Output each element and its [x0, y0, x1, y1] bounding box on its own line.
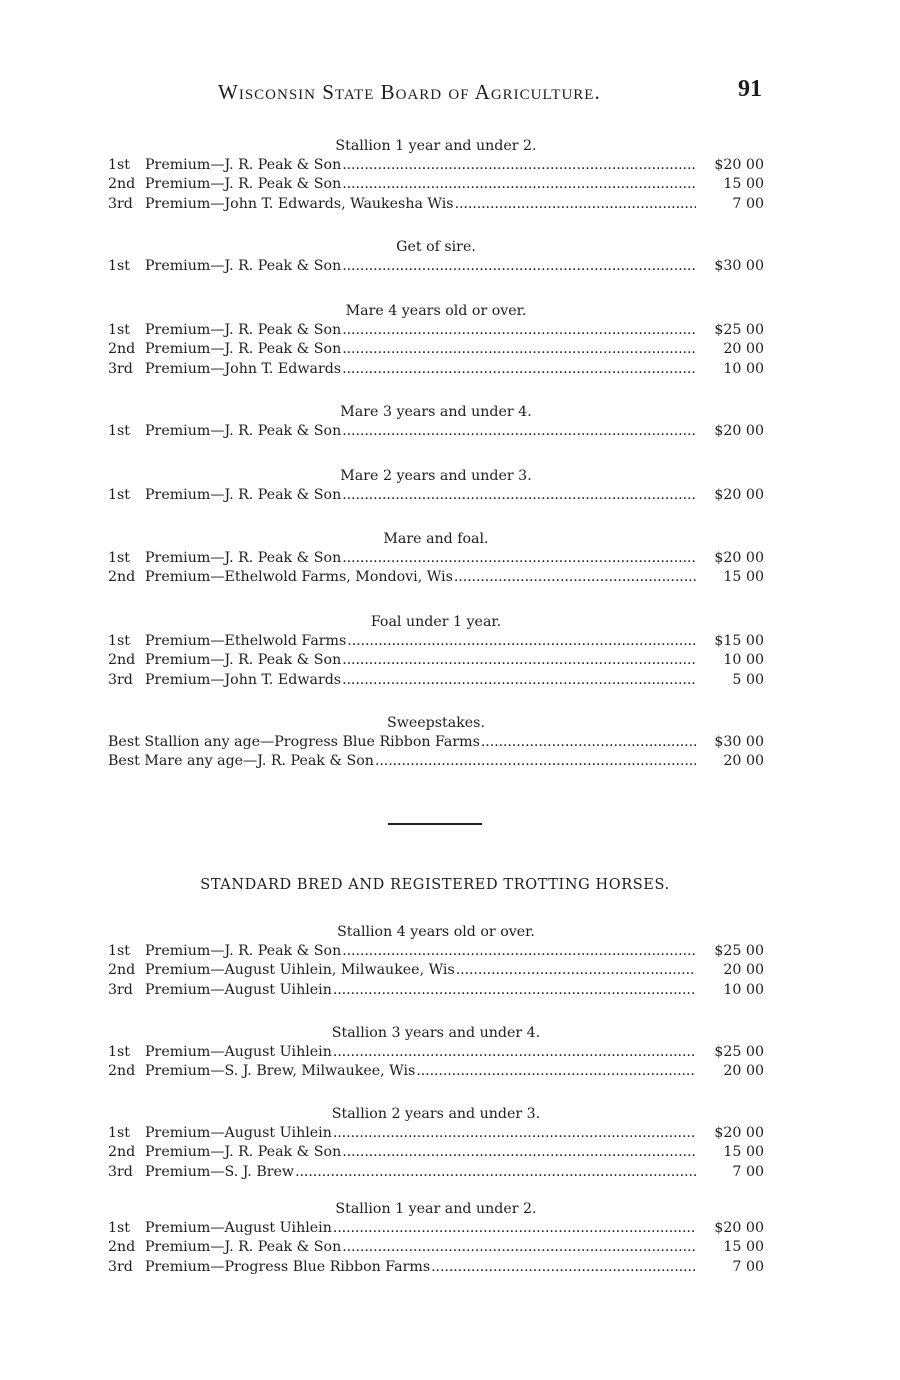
award-amount: 15 00 [723, 176, 764, 193]
award-winner: Premium—J. R. Peak & Son [145, 157, 342, 174]
award-class [108, 302, 764, 379]
award-winner: Premium—August Uihlein [145, 981, 332, 998]
award-place: 2nd [108, 341, 136, 358]
award-row [108, 1163, 764, 1182]
award-place: 2nd [108, 1239, 136, 1256]
award-class [108, 530, 764, 588]
award-amount: $25 00 [714, 322, 764, 339]
award-place: 1st [108, 1220, 131, 1237]
award-row [108, 321, 764, 340]
dot-leader [342, 257, 696, 276]
dot-leader [333, 1124, 696, 1143]
award-amount: 10 00 [723, 360, 764, 377]
award-amount: $20 00 [714, 1125, 764, 1142]
award-amount: $20 00 [714, 550, 764, 567]
dot-leader [333, 1219, 696, 1238]
award-winner: Premium—August Uihlein [145, 1125, 332, 1142]
class-title: Mare 3 years and under 4. [340, 404, 532, 420]
award-class [108, 923, 764, 1000]
running-head: Wisconsin State Board of Agriculture. [218, 80, 601, 104]
award-place: 2nd [108, 569, 136, 586]
award-class [108, 1105, 764, 1182]
award-winner: Premium—J. R. Peak & Son [145, 652, 342, 669]
award-place: 2nd [108, 652, 136, 669]
award-row [108, 486, 764, 505]
dot-leader [342, 321, 696, 340]
award-place: 1st [108, 943, 131, 960]
award-row [108, 632, 764, 651]
award-place: 1st [108, 423, 131, 440]
award-amount: 10 00 [723, 652, 764, 669]
award-winner: Premium—S. J. Brew [145, 1163, 295, 1180]
dot-leader [342, 1238, 696, 1257]
award-place: 1st [108, 1044, 131, 1061]
award-winner: Premium—Ethelwold Farms, Mondovi, Wis [145, 569, 453, 586]
award-amount: $20 00 [714, 487, 764, 504]
award-class [108, 613, 764, 690]
award-winner: Premium—August Uihlein, Milwaukee, Wis [145, 962, 455, 979]
award-row [108, 340, 764, 359]
section-divider-rule [388, 823, 482, 825]
award-winner: Premium—J. R. Peak & Son [145, 423, 342, 440]
class-title: Stallion 2 years and under 3. [331, 1106, 541, 1122]
award-row [108, 1124, 764, 1143]
award-winner: Premium—J. R. Peak & Son [145, 341, 342, 358]
page-number: 91 [738, 76, 762, 102]
award-amount: 15 00 [723, 569, 764, 586]
award-amount: $20 00 [714, 1220, 764, 1237]
award-amount: $20 00 [714, 157, 764, 174]
award-row [108, 981, 764, 1000]
award-place: 2nd [108, 1063, 136, 1080]
award-amount: 5 00 [732, 671, 764, 688]
class-title: Sweepstakes. [387, 715, 485, 731]
award-amount: 7 00 [732, 1163, 764, 1180]
award-place: 1st [108, 1125, 131, 1142]
award-place: 3rd [108, 1163, 133, 1180]
award-place: 1st [108, 157, 131, 174]
dot-leader [431, 1258, 696, 1277]
award-amount: 20 00 [723, 341, 764, 358]
award-row [108, 1238, 764, 1257]
award-winner: Premium—John T. Edwards [145, 360, 342, 377]
award-amount: 7 00 [732, 195, 764, 212]
award-row [108, 360, 764, 379]
dot-leader [342, 549, 696, 568]
award-place: 3rd [108, 981, 133, 998]
award-winner: Premium—August Uihlein [145, 1044, 332, 1061]
award-winner: Premium—August Uihlein [145, 1220, 332, 1237]
award-winner: Premium—John T. Edwards, Waukesha Wis [145, 195, 454, 212]
class-title: Mare 4 years old or over. [345, 303, 527, 319]
award-amount: 15 00 [723, 1239, 764, 1256]
award-class [108, 137, 764, 214]
award-row [108, 961, 764, 980]
award-amount: $15 00 [714, 633, 764, 650]
award-winner: Premium—Progress Blue Ribbon Farms [145, 1258, 431, 1275]
award-amount: $25 00 [714, 943, 764, 960]
award-place: 3rd [108, 360, 133, 377]
award-amount: $25 00 [714, 1044, 764, 1061]
page-header [0, 76, 900, 110]
award-place: 1st [108, 322, 131, 339]
award-winner: Best Stallion any age—Progress Blue Ribbon Farms [108, 734, 480, 751]
award-place: 3rd [108, 195, 133, 212]
dot-leader [481, 733, 696, 752]
award-winner: Premium—J. R. Peak & Son [145, 322, 342, 339]
award-class [108, 1024, 764, 1082]
class-title: Foal under 1 year. [370, 614, 502, 630]
dot-leader [342, 942, 696, 961]
award-winner: Premium—J. R. Peak & Son [145, 943, 342, 960]
class-title: Stallion 4 years old or over. [337, 924, 535, 940]
award-winner: Premium—J. R. Peak & Son [145, 176, 342, 193]
award-place: 3rd [108, 1258, 133, 1275]
award-row [108, 195, 764, 214]
class-title: Mare and foal. [383, 531, 489, 547]
dot-leader [342, 486, 696, 505]
award-winner: Premium—J. R. Peak & Son [145, 1144, 342, 1161]
award-amount: 15 00 [723, 1144, 764, 1161]
award-amount: 20 00 [723, 753, 764, 770]
award-place: 2nd [108, 962, 136, 979]
award-row [108, 1258, 764, 1277]
award-class [108, 467, 764, 505]
dot-leader [454, 568, 696, 587]
dot-leader [416, 1062, 696, 1081]
award-row [108, 1062, 764, 1081]
class-title: Stallion 1 year and under 2. [335, 1201, 537, 1217]
award-row [108, 257, 764, 276]
award-row [108, 1219, 764, 1238]
award-class [108, 403, 764, 441]
award-winner: Premium—Ethelwold Farms [145, 633, 347, 650]
dot-leader [342, 156, 696, 175]
award-winner: Premium—J. R. Peak & Son [145, 258, 342, 275]
class-title: Mare 2 years and under 3. [340, 468, 532, 484]
dot-leader [455, 195, 696, 214]
dot-leader [456, 961, 696, 980]
award-row [108, 156, 764, 175]
award-winner: Best Mare any age—J. R. Peak & Son [108, 753, 374, 770]
award-class [108, 238, 764, 276]
dot-leader [347, 632, 696, 651]
award-amount: 20 00 [723, 1063, 764, 1080]
dot-leader [295, 1163, 696, 1182]
award-winner: Premium—J. R. Peak & Son [145, 487, 342, 504]
award-place: 1st [108, 633, 131, 650]
class-title: Stallion 3 years and under 4. [331, 1025, 541, 1041]
award-row [108, 651, 764, 670]
dot-leader [342, 671, 696, 690]
award-amount: 10 00 [723, 981, 764, 998]
part-title: STANDARD BRED AND REGISTERED TROTTING HORSES. [200, 877, 670, 893]
class-title: Get of sire. [396, 239, 476, 255]
dot-leader [333, 1043, 696, 1062]
award-row [108, 422, 764, 441]
award-row [108, 942, 764, 961]
award-winner: Premium—John T. Edwards [145, 671, 342, 688]
award-place: 1st [108, 487, 131, 504]
award-row [108, 175, 764, 194]
award-row [108, 1043, 764, 1062]
award-amount: 7 00 [732, 1258, 764, 1275]
dot-leader [342, 175, 696, 194]
dot-leader [342, 422, 696, 441]
dot-leader [333, 981, 696, 1000]
award-amount: $20 00 [714, 423, 764, 440]
award-winner: Premium—J. R. Peak & Son [145, 550, 342, 567]
award-class [108, 714, 764, 772]
award-row [108, 1143, 764, 1162]
dot-leader [342, 1143, 696, 1162]
award-row [108, 752, 764, 771]
award-class [108, 1200, 764, 1277]
award-winner: Premium—J. R. Peak & Son [145, 1239, 342, 1256]
award-amount: 20 00 [723, 962, 764, 979]
dot-leader [342, 651, 696, 670]
award-place: 1st [108, 258, 131, 275]
award-place: 1st [108, 550, 131, 567]
award-row [108, 733, 764, 752]
award-place: 2nd [108, 176, 136, 193]
award-amount: $30 00 [714, 258, 764, 275]
award-place: 2nd [108, 1144, 136, 1161]
award-place: 3rd [108, 671, 133, 688]
award-row [108, 549, 764, 568]
dot-leader [342, 360, 696, 379]
award-row [108, 568, 764, 587]
award-winner: Premium—S. J. Brew, Milwaukee, Wis [145, 1063, 416, 1080]
dot-leader [342, 340, 696, 359]
class-title: Stallion 1 year and under 2. [335, 138, 537, 154]
dot-leader [375, 752, 696, 771]
award-amount: $30 00 [714, 734, 764, 751]
award-row [108, 671, 764, 690]
